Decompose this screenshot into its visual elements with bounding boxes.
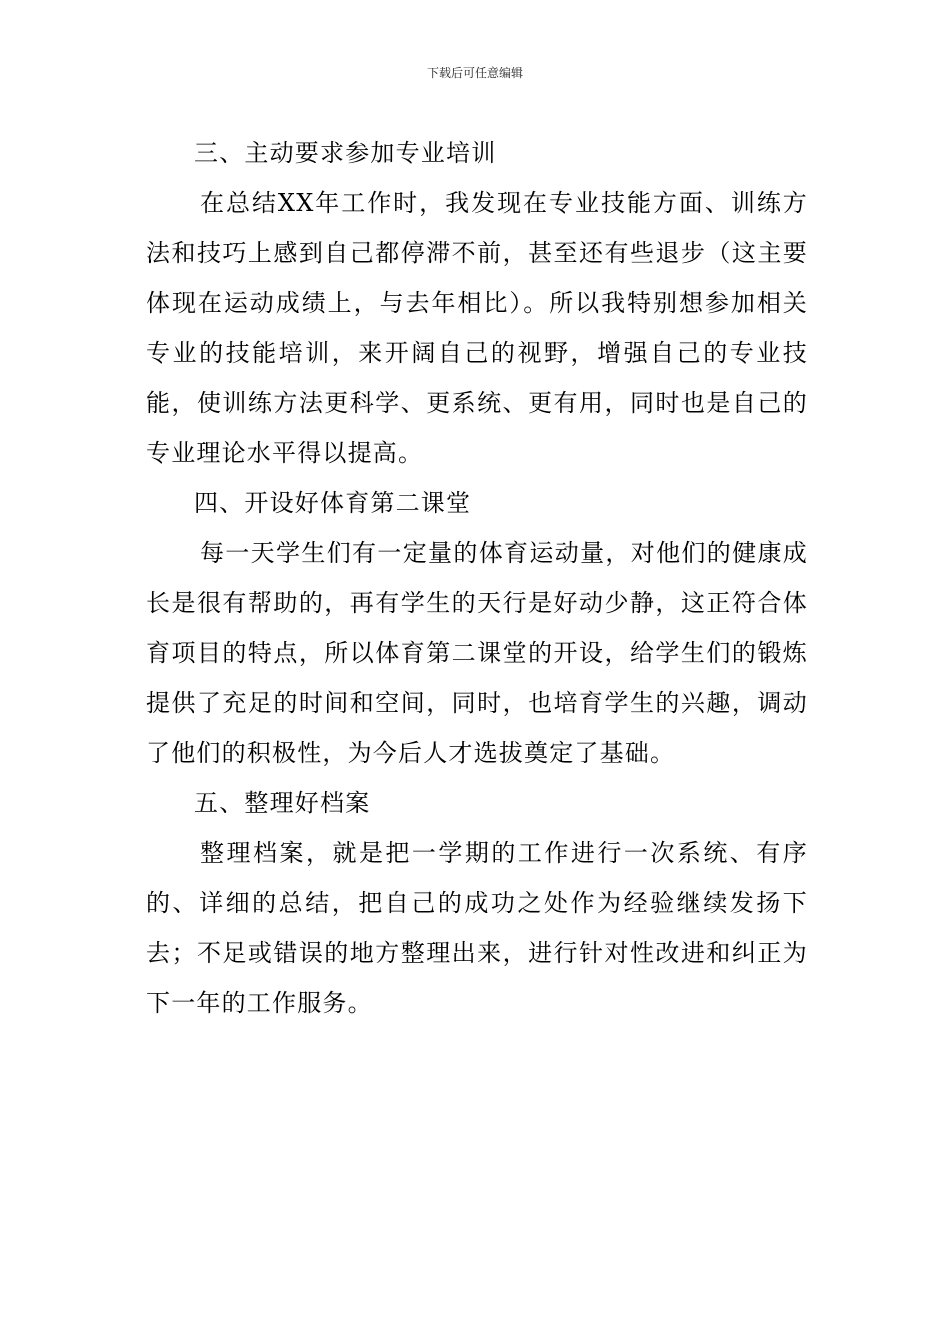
section-heading: 五、整理好档案 xyxy=(194,789,371,817)
section-paragraph: 每一天学生们有一定量的体育运动量，对他们的健康成长是很有帮助的，再有学生的天行是好动少静，这正符合体育项目的特点，所以体育第二课堂的开设，给学生们的锻炼提供了充足的时间和空间，同时，也培育学生的兴趣，调动了他们的积极性，为今后人才选拔奠定了基础。 xyxy=(146,539,808,767)
section-paragraph: 整理档案，就是把一学期的工作进行一次系统、有序的、详细的总结，把自己的成功之处作为经验继续发扬下去；不足或错误的地方整理出来，进行针对性改进和纠正为下一年的工作服务。 xyxy=(146,839,808,1017)
section-heading: 三、主动要求参加专业培训 xyxy=(194,139,497,167)
document-body xyxy=(146,128,808,1028)
page-header: 下载后可任意编辑 xyxy=(426,66,523,80)
section-paragraph: 在总结XX年工作时，我发现在专业技能方面、训练方法和技巧上感到自己都停滞不前，甚至还有些退步（这主要体现在运动成绩上，与去年相比）。所以我特别想参加相关专业的技能培训，来开阔自己的视野，增强自己的专业技能，使训练方法更科学、更系统、更有用，同时也是自己的专业理论水平得以提高。 xyxy=(146,189,808,467)
section-heading: 四、开设好体育第二课堂 xyxy=(194,489,472,517)
